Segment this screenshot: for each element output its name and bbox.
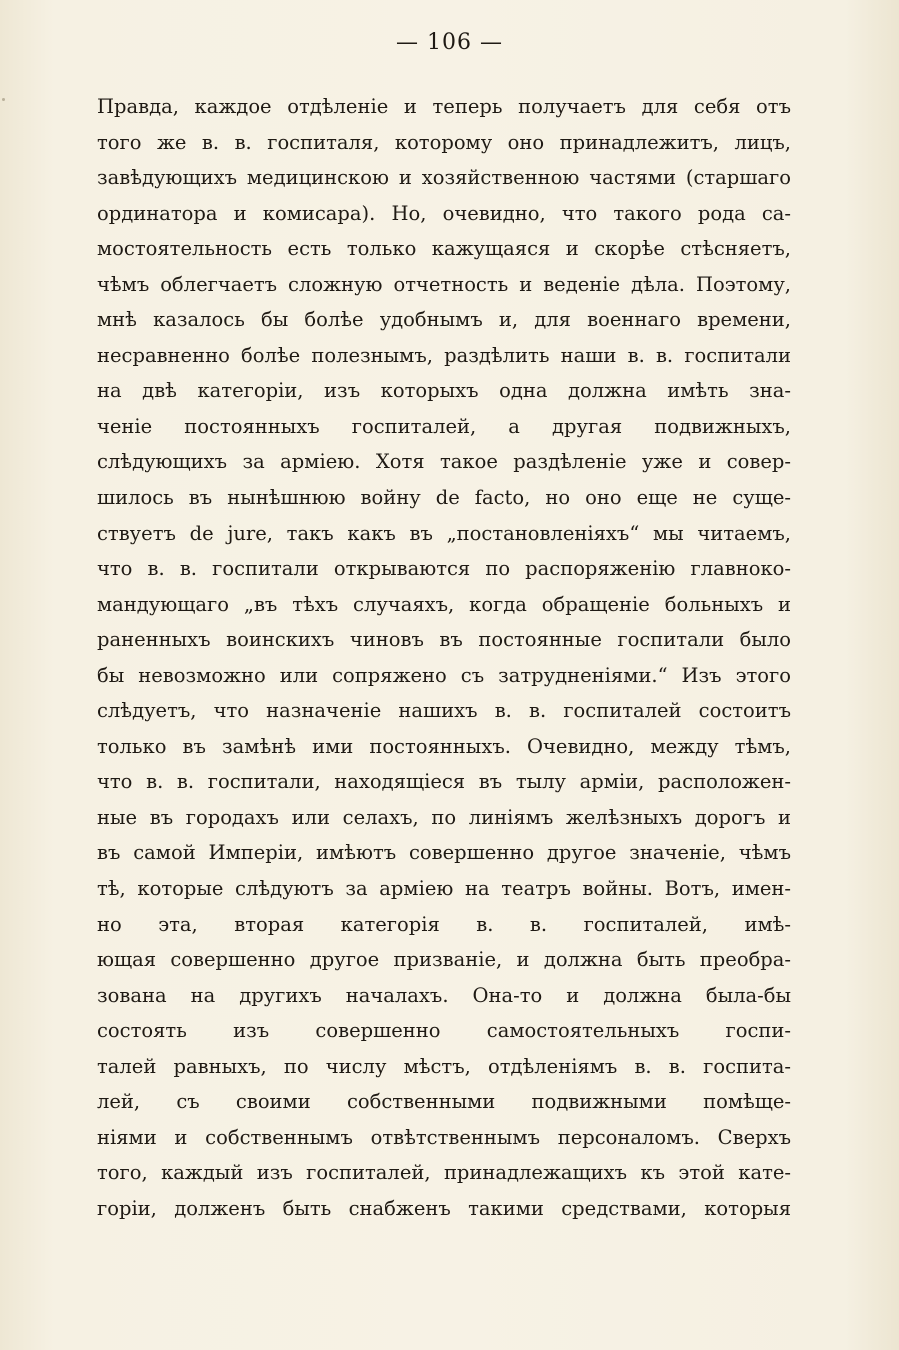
text-line: талей равныхъ, по числу мѣстъ, отдѣленіямъ в. в. госпита-: [97, 1054, 791, 1078]
text-line: зована на другихъ началахъ. Она-то и должна была-бы: [97, 983, 791, 1007]
text-line: въ самой Имперіи, имѣютъ совершенно другое значеніе, чѣмъ: [97, 841, 791, 865]
text-line: что в. в. госпитали, находящіеся въ тылу арміи, расположен-: [97, 770, 791, 794]
text-line: шилось въ нынѣшнюю войну de facto, но оно еще не суще-: [97, 486, 791, 510]
text-line: лей, съ своими собственными подвижными помѣще-: [97, 1090, 791, 1114]
text-line: несравненно болѣе полезнымъ, раздѣлить наши в. в. госпитали: [97, 343, 791, 367]
text-line: ченіе постоянныхъ госпиталей, а другая подвижныхъ,: [97, 414, 791, 438]
text-line: завѣдующихъ медицинскою и хозяйственною частями (старшаго: [97, 166, 791, 190]
body-text: [97, 89, 791, 1227]
text-line: тѣ, которые слѣдуютъ за арміею на театръ войны. Вотъ, имен-: [97, 877, 791, 901]
text-line: мнѣ казалось бы болѣе удобнымъ и, для военнаго времени,: [97, 308, 791, 332]
text-line: того, каждый изъ госпиталей, принадлежащихъ къ этой кате-: [97, 1161, 791, 1185]
text-line: ординатора и комисара). Но, очевидно, что такого рода са-: [97, 201, 791, 225]
margin-speck: [2, 98, 5, 101]
text-line: мостоятельность есть только кажущаяся и скорѣе стѣсняетъ,: [97, 237, 791, 261]
text-line: ствуетъ de jure, такъ какъ въ „постановленіяхъ“ мы читаемъ,: [97, 521, 791, 545]
text-line: слѣдующихъ за арміею. Хотя такое раздѣленіе уже и совер-: [97, 450, 791, 474]
text-line: ные въ городахъ или селахъ, по линіямъ желѣзныхъ дорогъ и: [97, 805, 791, 829]
text-line: мандующаго „въ тѣхъ случаяхъ, когда обращеніе больныхъ и: [97, 592, 791, 616]
text-line: раненныхъ воинскихъ чиновъ въ постоянные госпитали было: [97, 628, 791, 652]
text-line: но эта, вторая категорія в. в. госпиталей, имѣ-: [97, 912, 791, 936]
text-line: чѣмъ облегчаетъ сложную отчетность и веденіе дѣла. Поэтому,: [97, 272, 791, 296]
page-number: — 106 —: [396, 30, 503, 55]
text-line: горіи, долженъ быть снабженъ такими средствами, которыя: [97, 1196, 791, 1220]
text-line: что в. в. госпитали открываются по распоряженію главноко-: [97, 557, 791, 581]
text-line: того же в. в. госпиталя, которому оно принадлежитъ, лицъ,: [97, 130, 791, 154]
text-line: состоять изъ совершенно самостоятельныхъ госпи-: [97, 1019, 791, 1043]
text-line: ніями и собственнымъ отвѣтственнымъ персоналомъ. Сверхъ: [97, 1125, 791, 1149]
text-line: на двѣ категоріи, изъ которыхъ одна должна имѣть зна-: [97, 379, 791, 403]
text-line: бы невозможно или сопряжено съ затрудненіями.“ Изъ этого: [97, 663, 791, 687]
text-line: Правда, каждое отдѣленіе и теперь получаетъ для себя отъ: [97, 95, 791, 118]
text-line: ющая совершенно другое призваніе, и должна быть преобра-: [97, 948, 791, 972]
text-line: слѣдуетъ, что назначеніе нашихъ в. в. госпиталей состоитъ: [97, 699, 791, 723]
text-line: только въ замѣнѣ ими постоянныхъ. Очевидно, между тѣмъ,: [97, 734, 791, 758]
